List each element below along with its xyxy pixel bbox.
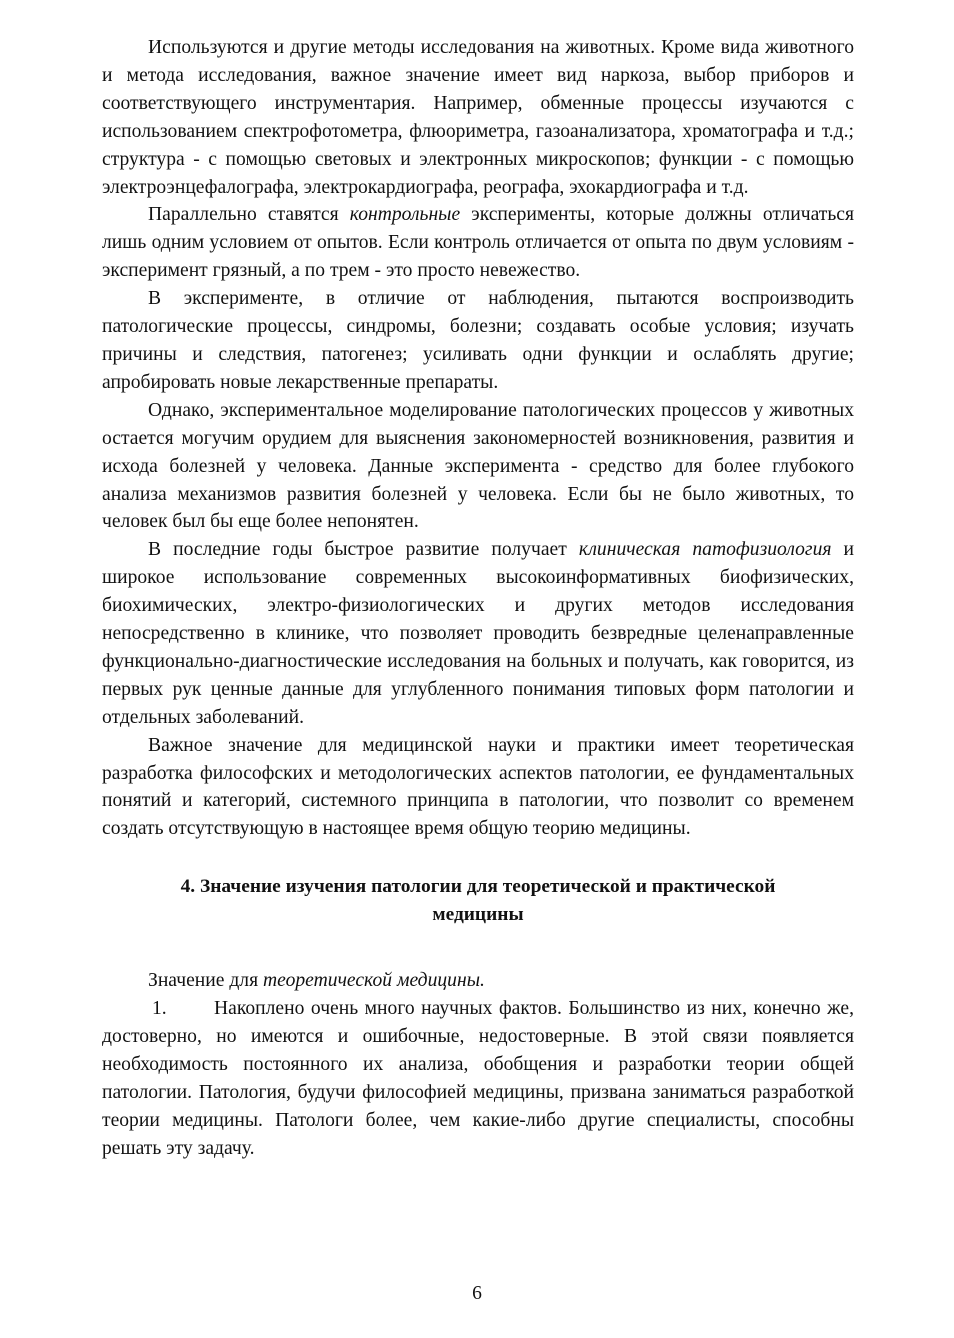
paragraph-methods: Используются и другие методы исследования на животных. Кроме вида животного и метода исследования, важное значение имеет вид наркоза, выбор приборов и соответствующего инструментария. Например, обменные процессы изучаются с использованием спектрофотометра, флюориметра, газоанализатора, хроматографа и т.д.; структура - с помощью световых и электронных микроскопов; функции - с помощью электроэнцефалографа, электрокардиографа, реографа, эхокардиографа и т.д.	[102, 37, 854, 198]
paragraph-modeling: Однако, экспериментальное моделирование патологических процессов у животных остается могучим орудием для выяснения закономерностей возникновения, развития и исхода болезней у человека. Данные эксперимента - средство для более глубокого анализа механизмов развития болезней у человека. Если бы не было животных, то человек был бы еще более непонятен.	[102, 399, 854, 533]
paragraph-theory: Важное значение для медицинской науки и практики имеет теоретическая разработка философских и методологических аспектов патологии, ее фундаментальных понятий и категорий, системного принципа в патологии, что позволит со временем создать отсутствующую в настоящее время общую теорию медицины.	[102, 734, 854, 840]
intro-text: Значение для	[148, 970, 263, 992]
section-heading-line-2: медицины	[432, 904, 524, 926]
paragraph-clinical-pathophysiology	[102, 536, 854, 731]
term-control: контрольные	[349, 204, 461, 226]
intro-line	[102, 967, 854, 995]
paragraph-experiment-goals: В эксперименте, в отличие от наблюдения, пытаются воспроизводить патологические процессы, синдромы, болезни; создавать особые условия; изучать причины и следствия, патогенез; усиливать одни функции и ослаблять другие; апробировать новые лекарственные препараты.	[102, 288, 854, 393]
paragraph-clinical-text-start: В последние годы быстрое развитие получает	[148, 539, 579, 561]
section-heading	[102, 873, 854, 929]
list-item	[102, 995, 854, 1162]
term-clinical-pathophysiology: клиническая патофизиология	[578, 539, 832, 561]
term-theoretical-medicine: теоретической медицины.	[263, 970, 485, 992]
page-number: 6	[472, 1283, 482, 1304]
paragraph-control-experiments	[102, 201, 854, 285]
paragraph-control-text-start: Параллельно ставятся	[148, 204, 350, 226]
body-text	[102, 34, 854, 1163]
section-heading-line-1: 4. Значение изучения патологии для теоретической и практической	[180, 876, 776, 898]
list-item-number: 1.	[152, 998, 167, 1020]
paragraph-control-text-end: эксперименты, которые должны отличаться лишь одним условием от опытов. Если контроль отличается от опыта по двум условиям - эксперимент грязный, а по трем - это просто невежество.	[102, 204, 854, 282]
list-item-text: Накоплено очень много научных фактов. Большинство из них, конечно же, достоверно, но имеются и ошибочные, недостоверные. В этой связи появляется необходимость постоянного их анализа, обобщения и разработки теории общей патологии. Патология, будучи философией медицины, призвана заниматься разработкой теории медицины. Патологи более, чем какие-либо другие специалисты, способны решать эту задачу.	[102, 998, 854, 1159]
paragraph-clinical-text-end: и широкое использование современных высокоинформативных биофизических, биохимических, электро-физиологических и других методов исследования непосредственно в клинике, что позволяет проводить безвредные целенаправленные функционально-диагностические исследования на больных и получать, как говорится, из первых рук ценные данные для углубленного понимания типовых форм патологии и отдельных заболеваний.	[102, 539, 855, 728]
